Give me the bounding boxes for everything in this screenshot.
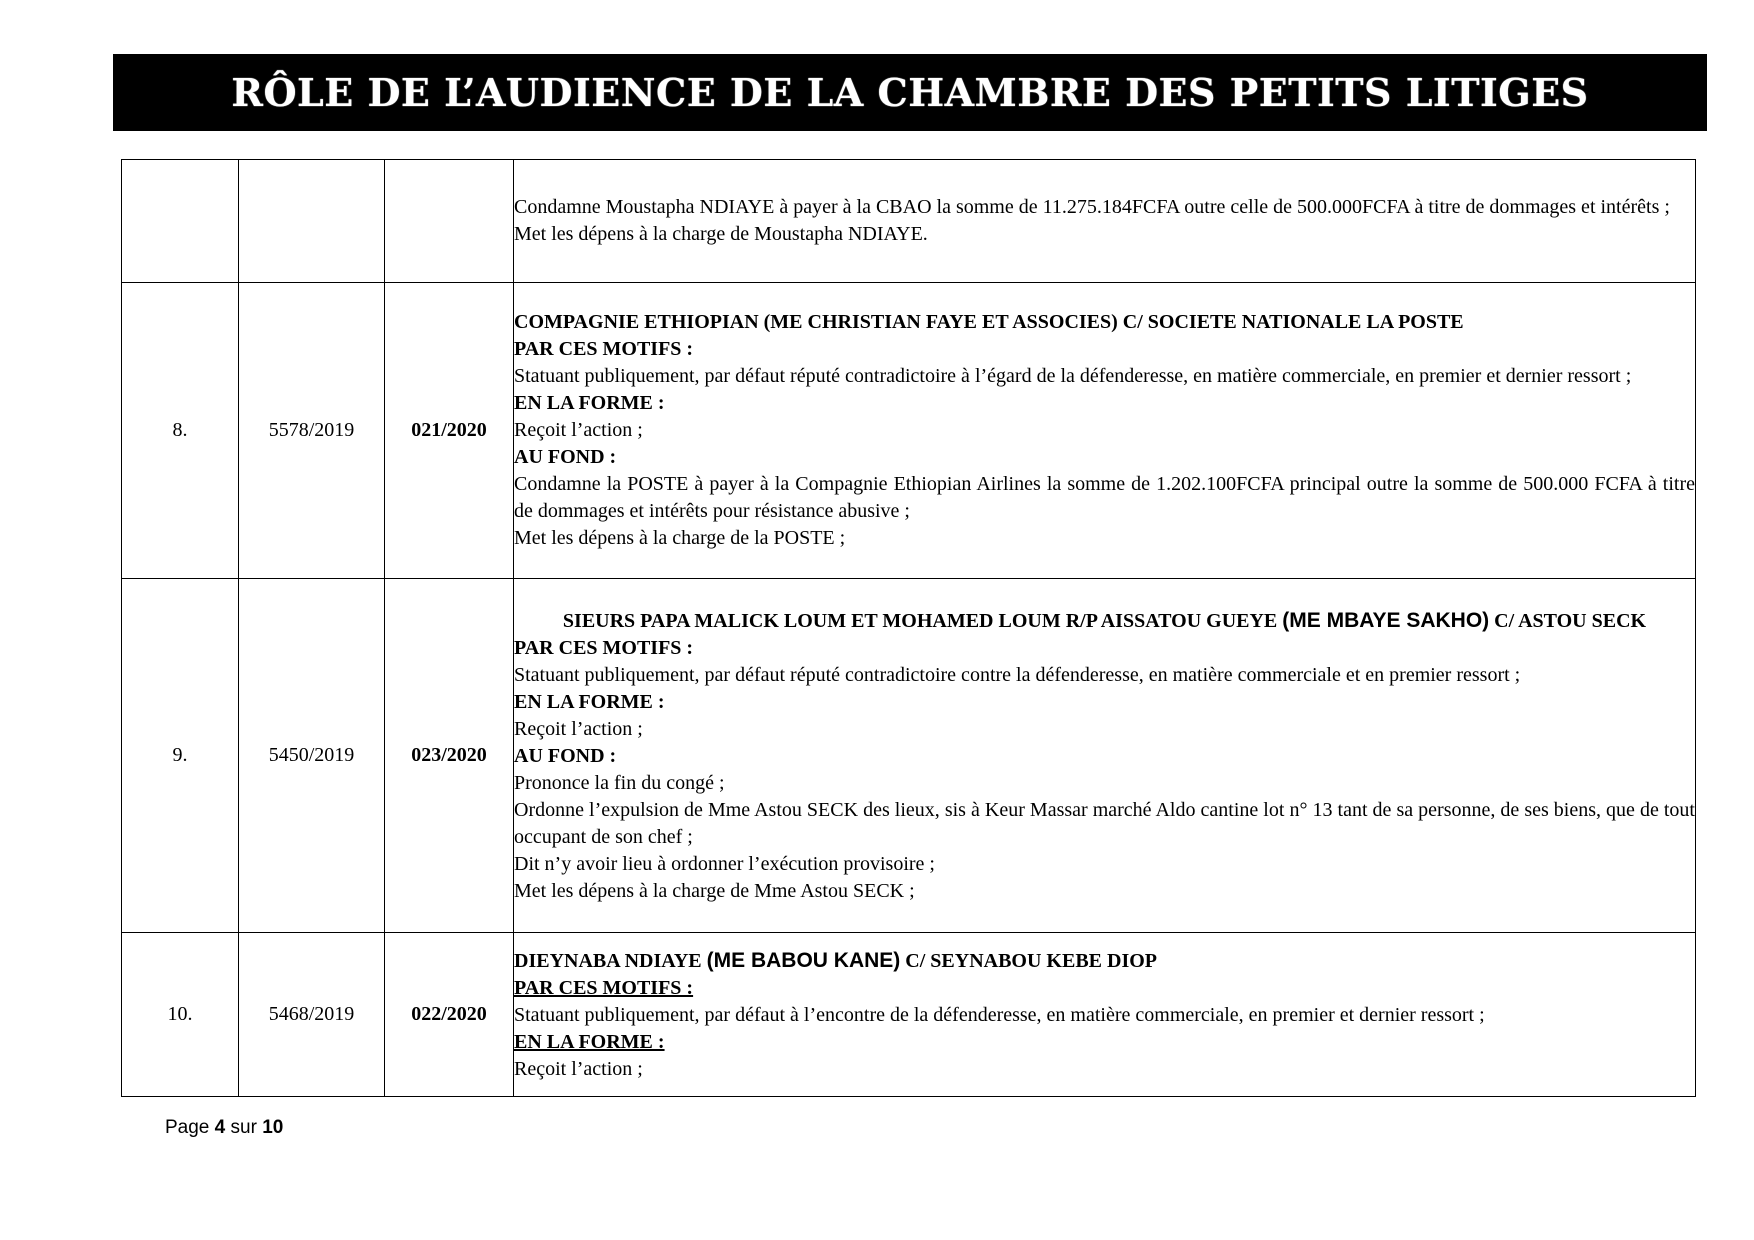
page-title: RÔLE DE L’AUDIENCE DE LA CHAMBRE DES PETITS LITIGES: [231, 70, 1589, 115]
forme-heading: EN LA FORME :: [514, 690, 665, 713]
table-row: [122, 933, 1696, 1097]
rg-number: 5468/2019: [239, 933, 385, 1097]
parties-line: [514, 607, 1695, 635]
decision-line: Condamne Moustapha NDIAYE à payer à la CBAO la somme de 11.275.184FCFA outre celle de 500.000FCFA à titre de dommages et intérêts ;: [514, 196, 1670, 218]
role-table: [121, 159, 1696, 1097]
forme-text: Reçoit l’action ;: [514, 717, 643, 740]
decision-text: [514, 579, 1696, 933]
fond-line: Met les dépens à la charge de la POSTE ;: [514, 527, 846, 549]
opposing-party: C/ SEYNABOU KEBE DIOP: [905, 949, 1158, 972]
table-row: [122, 579, 1696, 933]
row-number: 9.: [122, 579, 239, 933]
parties-line: [514, 947, 1695, 975]
decision-text: [514, 933, 1696, 1097]
table-row: [122, 283, 1696, 579]
decision-text: [514, 283, 1696, 579]
motifs-heading: PAR CES MOTIFS :: [514, 338, 694, 360]
motifs-text: Statuant publiquement, par défaut à l’encontre de la défenderesse, en matière commerciale, en premier et dernier ressort ;: [514, 1003, 1485, 1026]
decision-text: [514, 160, 1696, 283]
motifs-text: Statuant publiquement, par défaut réputé contradictoire à l’égard de la défenderesse, en matière commerciale, en premier et dernier ressort ;: [514, 365, 1632, 387]
forme-text: Reçoit l’action ;: [514, 419, 643, 441]
lawyer-name: (ME BABOU KANE): [706, 948, 901, 972]
table-row: [122, 160, 1696, 283]
page-footer: [165, 1117, 283, 1139]
sur-label: sur: [230, 1117, 257, 1138]
row-number: 10.: [122, 933, 239, 1097]
fond-line: Prononce la fin du congé ;: [514, 771, 725, 794]
motifs-heading: PAR CES MOTIFS :: [514, 636, 694, 659]
opposing-party: C/ ASTOU SECK: [1494, 609, 1647, 632]
rg-number: [239, 160, 385, 283]
fond-line: Condamne la POSTE à payer à la Compagnie Ethiopian Airlines la somme de 1.202.100FCFA principal outre la somme de 500.000 FCFA à titre de dommages et intérêts pour résistance abusive ;: [514, 473, 1695, 522]
judgment-number: 021/2020: [385, 283, 514, 579]
fond-line: Dit n’y avoir lieu à ordonner l’exécution provisoire ;: [514, 852, 935, 875]
judgment-number: [385, 160, 514, 283]
decision-line: Met les dépens à la charge de Moustapha NDIAYE.: [514, 223, 928, 245]
judgment-number: 023/2020: [385, 579, 514, 933]
row-number: 8.: [122, 283, 239, 579]
page-total: 10: [262, 1117, 284, 1138]
forme-heading: EN LA FORME :: [514, 392, 665, 414]
header-banner: [113, 54, 1707, 131]
motifs-heading: PAR CES MOTIFS :: [514, 976, 694, 999]
row-number: [122, 160, 239, 283]
forme-heading: EN LA FORME :: [514, 1030, 665, 1053]
lawyer-name: (ME MBAYE SAKHO): [1282, 608, 1490, 632]
page-label: Page: [165, 1117, 210, 1138]
parties-line: COMPAGNIE ETHIOPIAN (ME CHRISTIAN FAYE ET ASSOCIES) C/ SOCIETE NATIONALE LA POSTE: [514, 311, 1464, 333]
fond-line: Met les dépens à la charge de Mme Astou SECK ;: [514, 879, 915, 902]
forme-text: Reçoit l’action ;: [514, 1057, 643, 1080]
motifs-text: Statuant publiquement, par défaut réputé contradictoire contre la défenderesse, en matière commerciale et en premier ressort ;: [514, 663, 1521, 686]
judgment-number: 022/2020: [385, 933, 514, 1097]
fond-heading: AU FOND :: [514, 744, 617, 767]
rg-number: 5450/2019: [239, 579, 385, 933]
parties-names: SIEURS PAPA MALICK LOUM ET MOHAMED LOUM R/P AISSATOU GUEYE: [562, 609, 1278, 632]
page-current: 4: [214, 1117, 226, 1138]
fond-heading: AU FOND :: [514, 446, 617, 468]
fond-line: Ordonne l’expulsion de Mme Astou SECK des lieux, sis à Keur Massar marché Aldo cantine lot n° 13 tant de sa personne, de ses biens, que de tout occupant de son chef ;: [514, 798, 1695, 848]
rg-number: 5578/2019: [239, 283, 385, 579]
parties-names: DIEYNABA NDIAYE: [514, 949, 702, 972]
